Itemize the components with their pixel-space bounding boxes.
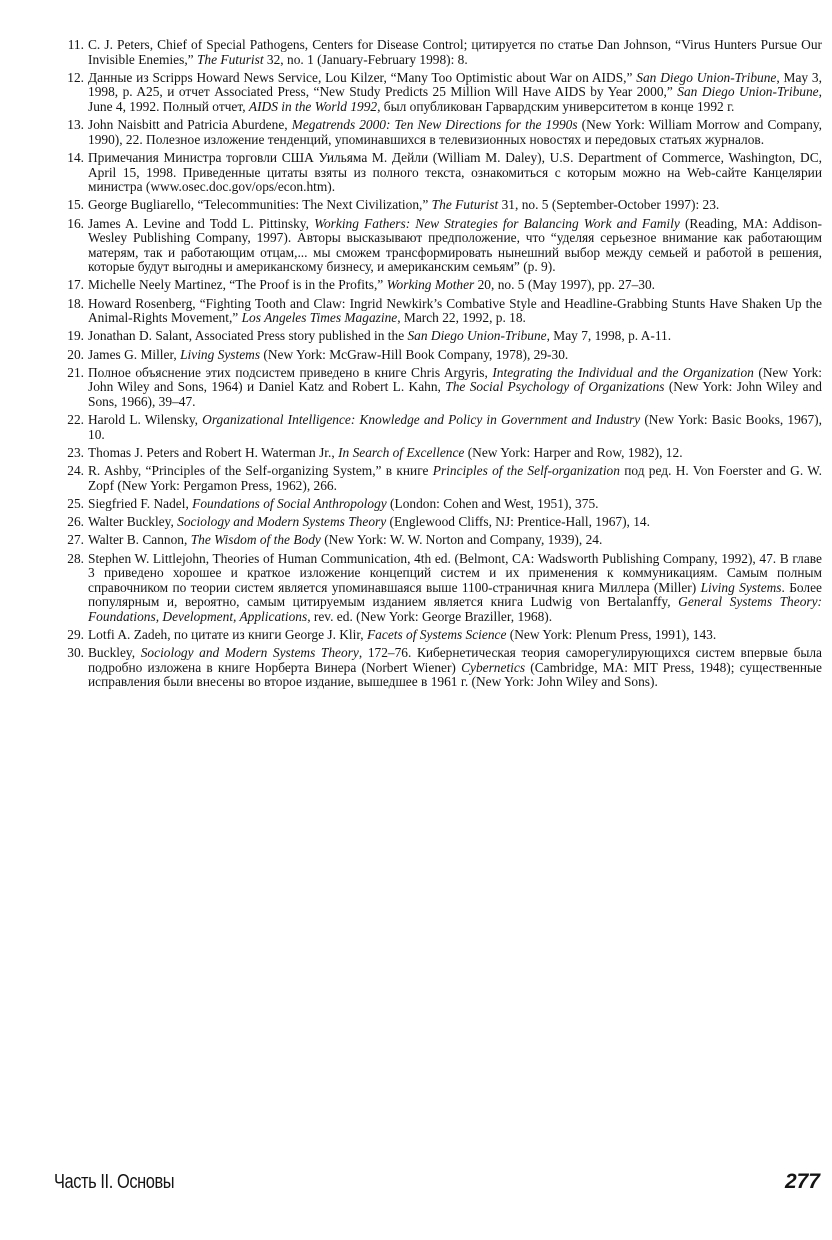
endnote-number: 25 . <box>54 497 84 512</box>
endnote-number: 11 . <box>54 38 84 53</box>
endnote-number: 17 . <box>54 278 84 293</box>
endnote-number: 26 . <box>54 515 84 530</box>
endnote <box>54 646 822 690</box>
endnote-text: James A. Levine and Todd L. Pittinsky, Working Fathers: New Strategies for Balancing Work and Family (Reading, MA: Addison-Wesley Publishing Company, 1997). Авторы высказывают предположение, что “уделяя серьезное внимание как работающим матерям, так и работающим отцам,... мы сможем трансформировать нынешний выбор между семьей и работой в решения, которые будут выгодны и американскому бизнесу, и американским семьям” (p. 9). <box>88 215 823 275</box>
endnote-text: Данные из Scripps Howard News Service, Lou Kilzer, “Many Too Optimistic about War on AIDS,” San Diego Union-Tribune, May 3, 1998, p. A25, и отчет Associated Press, “New Study Predicts 25 Million Will Have AIDS by Year 2000,” San Diego Union-Tribune, June 4, 1992. Полный отчет, AIDS in the World 1992, был опубликован Гарвардским университетом в конце 1992 г. <box>88 69 822 114</box>
endnote <box>54 413 822 442</box>
endnote-number: 22 . <box>54 413 84 428</box>
footer-section-title: Часть II. Основы <box>54 1171 175 1193</box>
endnote <box>54 464 822 493</box>
endnote-text: Walter B. Cannon, The Wisdom of the Body (New York: W. W. Norton and Company, 1939), 24. <box>88 532 603 548</box>
endnote-text: Thomas J. Peters and Robert H. Waterman Jr., In Search of Excellence (New York: Harper and Row, 1982), 12. <box>88 444 683 460</box>
endnote <box>54 552 822 625</box>
endnote <box>54 297 822 326</box>
endnote-number: 20 . <box>54 348 84 363</box>
endnote-number: 19 . <box>54 329 84 344</box>
endnote-text: Jonathan D. Salant, Associated Press story published in the San Diego Union-Tribune, May 7, 1998, p. A-11. <box>88 328 672 344</box>
endnote-text: Howard Rosenberg, “Fighting Tooth and Claw: Ingrid Newkirk’s Combative Style and Headline-Grabbing Stunts Have Shaken Up the Animal-Rights Movement,” Los Angeles Times Magazine, March 22, 1992, p. 18. <box>88 295 822 326</box>
endnote-text: Примечания Министра торговли США Уильяма М. Дейли (William M. Daley), U.S. Department of Commerce, Washington, DC, April 15, 1998. Приведенные цитаты взяты из полного текста, ознакомиться с которым можно на Web-сайте Канцелярии министра (www.osec.doc.gov/ops/econ.htm). <box>88 149 822 195</box>
endnote-number: 16 . <box>54 217 84 232</box>
endnote <box>54 348 822 363</box>
endnote <box>54 278 822 293</box>
endnote-text: James G. Miller, Living Systems (New York: McGraw-Hill Book Company, 1978), 29-30. <box>88 346 569 362</box>
endnote-number: 27 . <box>54 533 84 548</box>
endnote <box>54 497 822 512</box>
endnote <box>54 329 822 344</box>
endnote-text: R. Ashby, “Principles of the Self-organizing System,” в книге Principles of the Self-organization под ред. H. Von Foerster and G. W. Zopf (New York: Pergamon Press, 1962), 266. <box>88 463 822 493</box>
endnote-number: 15 . <box>54 198 84 213</box>
endnote-text: Michelle Neely Martinez, “The Proof is in the Profits,” Working Mother 20, no. 5 (May 1997), pp. 27–30. <box>88 277 656 293</box>
endnote-text: George Bugliarello, “Telecommunities: The Next Civilization,” The Futurist 31, no. 5 (September-October 1997): 23. <box>88 197 720 213</box>
endnote-text: Buckley, Sociology and Modern Systems Theory, 172–76. Кибернетическая теория саморегулирующихся систем впервые была подробно изложена в книге Норберта Винера (Norbert Wiener) Cybernetics (Cambridge, MA: MIT Press, 1948); существенные исправления были внесены во второе издание, вышедшее в 1961 г. (New York: John Wiley and Sons). <box>88 645 822 690</box>
page-number: 277 <box>784 1170 820 1193</box>
endnote <box>54 71 822 115</box>
endnote-number: 12 . <box>54 71 84 86</box>
endnote <box>54 533 822 548</box>
endnote-number: 23 . <box>54 446 84 461</box>
page-footer <box>54 1170 820 1198</box>
endnote <box>54 366 822 410</box>
endnote-text: Stephen W. Littlejohn, Theories of Human Communication, 4th ed. (Belmont, CA: Wadsworth Publishing Company, 1992), 47. В главе 3 приведено хорошее и краткое изложение концепций систем и их применения к коммуникациям. Самым полным справочником по теории систем является упоминавшаяся выше 1100-страничная книга Миллера (Miller) Living Systems. Более популярным и, вероятно, самым цитируемым изданием является книга Ludwig von Bertalanffy, General Systems Theory: Foundations, Development, Applications, rev. ed. (New York: George Braziller, 1968). <box>88 550 823 624</box>
endnote <box>54 38 822 67</box>
endnote <box>54 118 822 147</box>
endnote <box>54 446 822 461</box>
endnote-number: 28 . <box>54 552 84 567</box>
endnote-number: 18 . <box>54 297 84 312</box>
endnote-number: 30 . <box>54 646 84 661</box>
endnote-text: John Naisbitt and Patricia Aburdene, Megatrends 2000: Ten New Directions for the 1990s (New York: William Morrow and Company, 1990), 22. Полезное изложение тенденций, упоминавшихся в телевизионных новостях и передовых статьях журналов. <box>88 117 822 147</box>
endnote-number: 13 . <box>54 118 84 133</box>
endnote-text: Walter Buckley, Sociology and Modern Systems Theory (Englewood Cliffs, NJ: Prentice-Hall, 1967), 14. <box>88 514 650 530</box>
endnote <box>54 515 822 530</box>
endnote-number: 29 . <box>54 628 84 643</box>
endnote-text: C. J. Peters, Chief of Special Pathogens, Centers for Disease Control; цитируется по статье Dan Johnson, “Virus Hunters Pursue Our Invisible Enemies,” The Futurist 32, no. 1 (January-February 1998): 8. <box>88 37 822 67</box>
endnote-number: 21 . <box>54 366 84 381</box>
endnote <box>54 198 822 213</box>
endnote-text: Полное объяснение этих подсистем приведено в книге Chris Argyris, Integrating the Individual and the Organization (New York: John Wiley and Sons, 1964) и Daniel Katz and Robert L. Kahn, The Social Psychology of Organizations (New York: John Wiley and Sons, 1966), 39–47. <box>88 364 822 409</box>
endnote-number: 24 . <box>54 464 84 479</box>
endnote-text: Siegfried F. Nadel, Foundations of Social Anthropology (London: Cohen and West, 1951), 375. <box>88 495 599 511</box>
endnote-text: Harold L. Wilensky, Organizational Intelligence: Knowledge and Policy in Government and Industry (New York: Basic Books, 1967), 10. <box>88 412 822 442</box>
endnote <box>54 151 822 195</box>
endnote-number: 14 . <box>54 151 84 166</box>
endnote-text: Lotfi A. Zadeh, по цитате из книги George J. Klir, Facets of Systems Science (New York: Plenum Press, 1991), 143. <box>88 627 717 643</box>
endnotes-list <box>54 38 822 694</box>
endnote <box>54 217 822 275</box>
endnote <box>54 628 822 643</box>
